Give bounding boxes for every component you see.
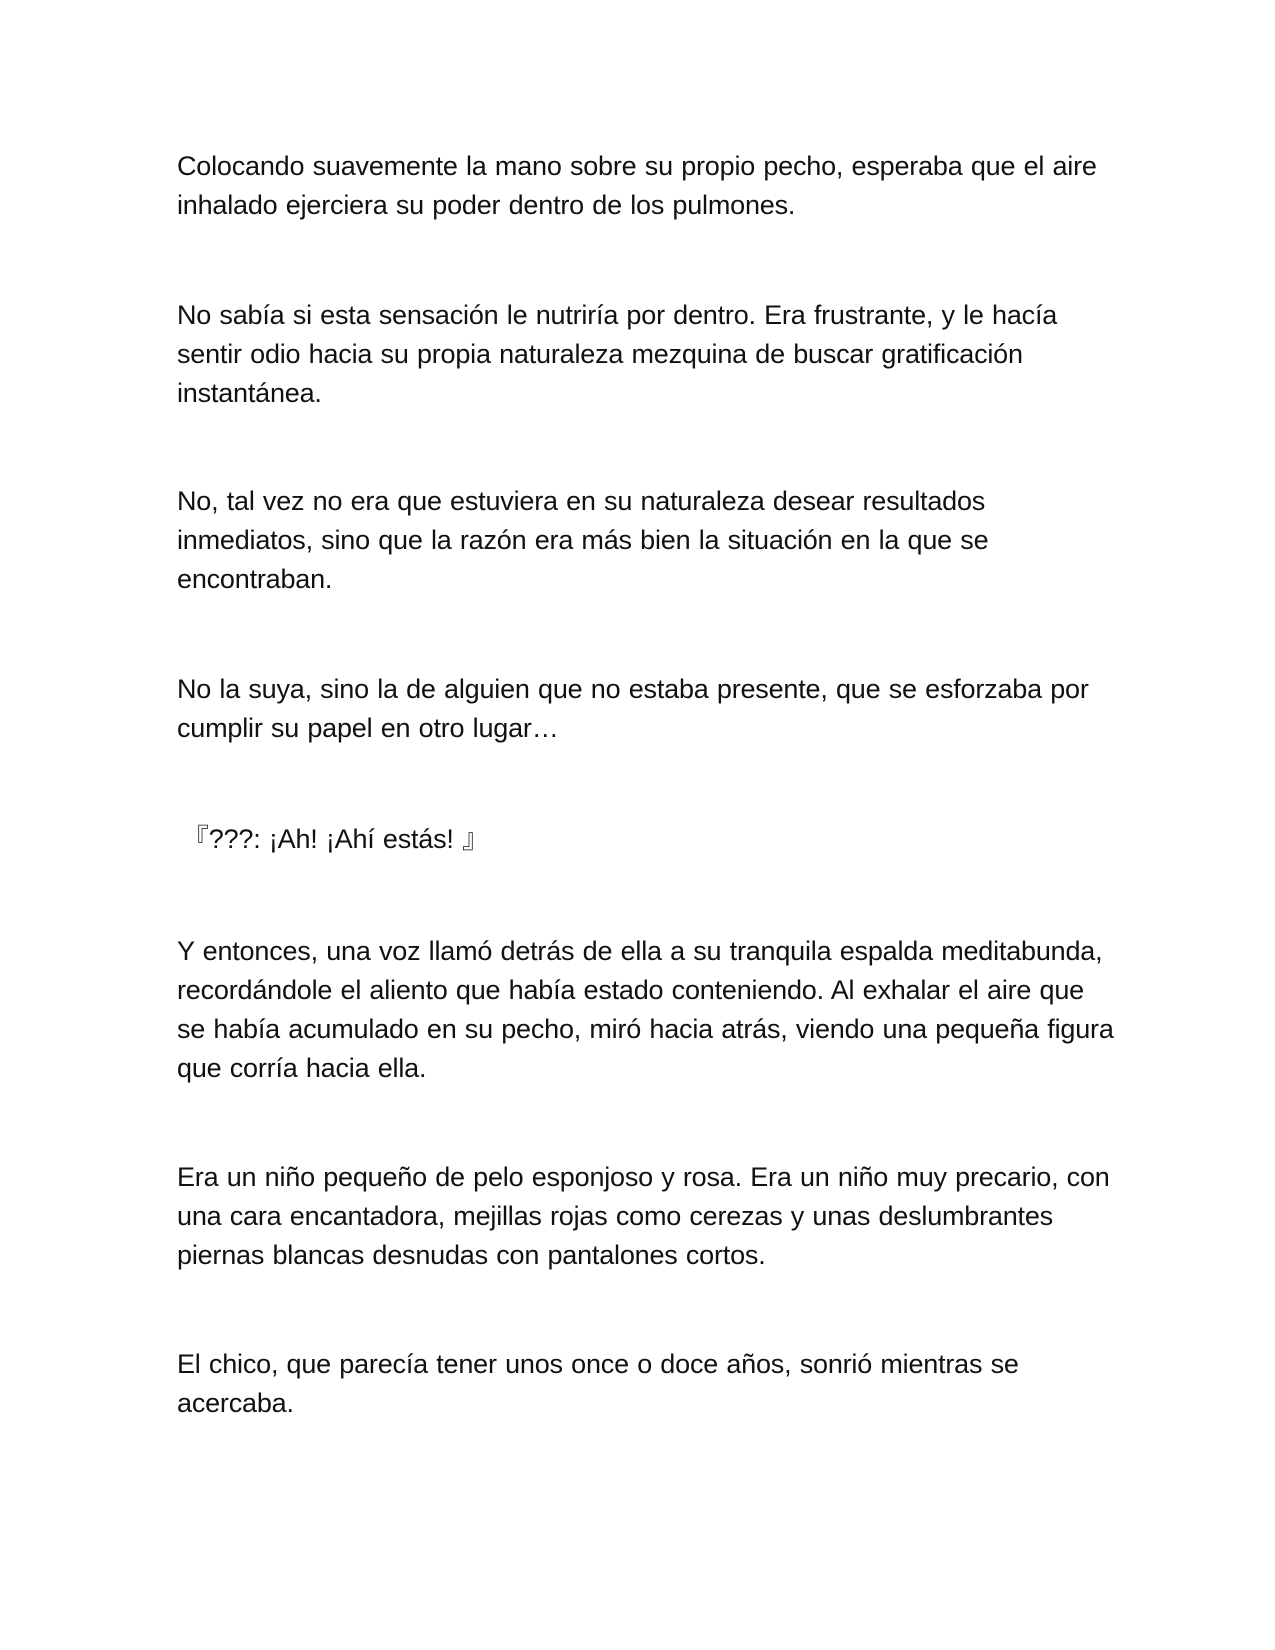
paragraph-7: El chico, que parecía tener unos once o doce años, sonrió mientras se acercaba. — [177, 1349, 1019, 1418]
paragraph-3: No, tal vez no era que estuviera en su naturaleza desear resultados inmediatos, sino que la razón era más bien la situación en la que se encontraban. — [177, 486, 989, 594]
paragraph-4: No la suya, sino la de alguien que no estaba presente, que se esforzaba por cumplir su papel en otro lugar… — [177, 674, 1089, 743]
paragraph-6: Era un niño pequeño de pelo esponjoso y rosa. Era un niño muy precario, con una cara encantadora, mejillas rojas como cerezas y unas deslumbrantes piernas blancas desnudas con pantalones cortos. — [177, 1162, 1110, 1270]
dialogue-line: 『???: ¡Ah! ¡Ahí estás! 』 — [182, 824, 489, 854]
paragraph-1: Colocando suavemente la mano sobre su propio pecho, esperaba que el aire inhalado ejerciera su poder dentro de los pulmones. — [177, 151, 1097, 220]
paragraph-5: Y entonces, una voz llamó detrás de ella a su tranquila espalda meditabunda, recordándole el aliento que había estado conteniendo. Al exhalar el aire que se había acumulado en su pecho, miró hacia atrás, viendo una pequeña figura que corría hacia ella. — [177, 936, 1114, 1083]
paragraph-2: No sabía si esta sensación le nutriría por dentro. Era frustrante, y le hacía sentir odio hacia su propia naturaleza mezquina de buscar gratificación instantánea. — [177, 300, 1058, 408]
